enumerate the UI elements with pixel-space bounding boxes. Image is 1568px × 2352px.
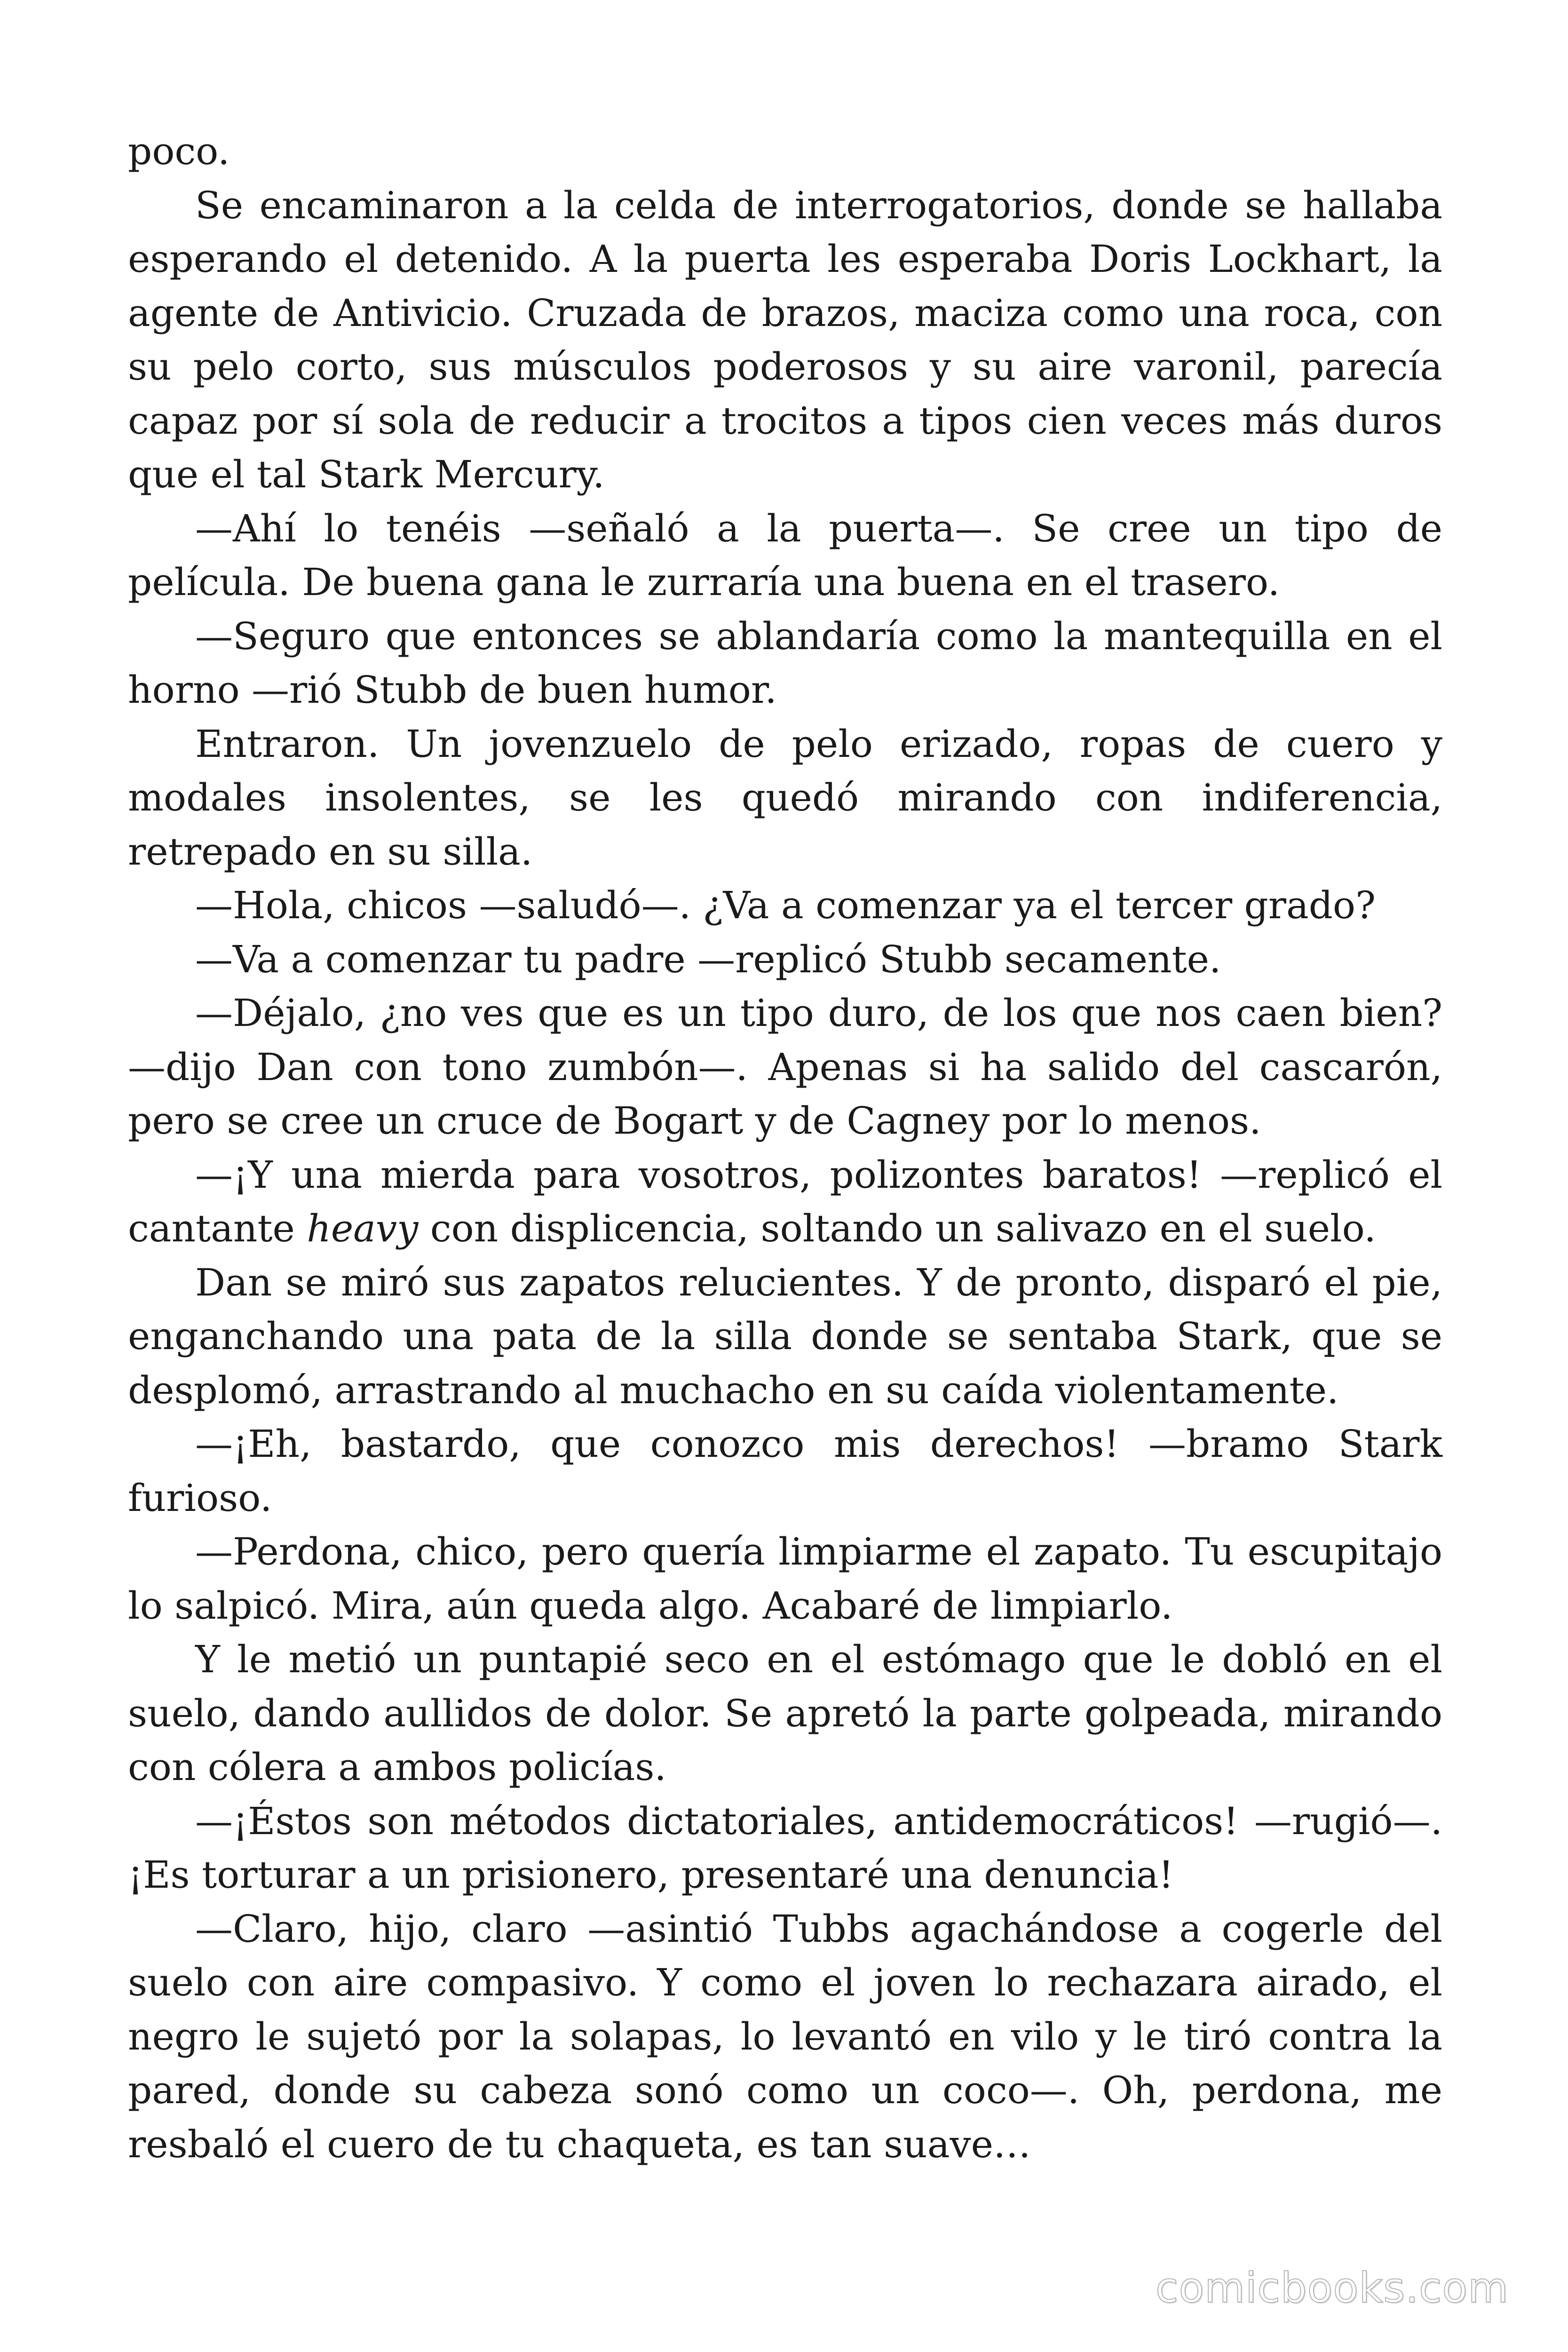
paragraph-6: —Hola, chicos —saludó—. ¿Va a comenzar ya el tercer grado? xyxy=(195,883,1376,927)
paragraph-9-text-before: —¡Y una mierda para vosotros, polizontes baratos! —replicó el cantante xyxy=(128,1152,1442,1250)
paragraph-8: —Déjalo, ¿no ves que es un tipo duro, de los que nos caen bien? —dijo Dan con tono zumbón—. Apenas si ha salido del cascarón, pero se cree un cruce de Bogart y de Cagney por lo menos. xyxy=(128,991,1442,1143)
paragraph-5: Entraron. Un jovenzuelo de pelo erizado, ropas de cuero y modales insolentes, se les quedó mirando con indiferencia, retrepado en su silla. xyxy=(128,722,1442,874)
paragraph-3: —Ahí lo tenéis —señaló a la puerta—. Se cree un tipo de película. De buena gana le zurraría una buena en el trasero. xyxy=(128,506,1442,604)
paragraph-2: Se encaminaron a la celda de interrogatorios, donde se hallaba esperando el detenido. A la puerta les esperaba Doris Lockhart, la agente de Antivicio. Cruzada de brazos, maciza como una roca, con su pelo corto, sus músculos poderosos y su aire varonil, parecía capaz por sí sola de reducir a trocitos a tipos cien veces más duros que el tal Stark Mercury. xyxy=(128,183,1442,496)
watermark-logo: comicbooks.com xyxy=(1155,2264,1509,2312)
paragraph-10: Dan se miró sus zapatos relucientes. Y de pronto, disparó el pie, enganchando una pata de la silla donde se sentaba Stark, que se desplomó, arrastrando al muchacho en su caída violentamente. xyxy=(128,1260,1442,1412)
paragraph-9-text-after: con displicencia, soltando un salivazo en el suelo. xyxy=(418,1207,1376,1250)
book-page-text xyxy=(128,125,1442,2171)
paragraph-7: —Va a comenzar tu padre —replicó Stubb secamente. xyxy=(195,937,1221,981)
paragraph-9-italic-word: heavy xyxy=(307,1207,419,1250)
paragraph-12: —Perdona, chico, pero quería limpiarme el zapato. Tu escupitajo lo salpicó. Mira, aún queda algo. Acabaré de limpiarlo. xyxy=(128,1530,1442,1628)
paragraph-13: Y le metió un puntapié seco en el estómago que le dobló en el suelo, dando aullidos de dolor. Se apretó la parte golpeada, mirando con cólera a ambos policías. xyxy=(128,1637,1442,1789)
paragraph-14: —¡Éstos son métodos dictatoriales, antidemocráticos! —rugió—. ¡Es torturar a un prisionero, presentaré una denuncia! xyxy=(128,1799,1442,1897)
paragraph-9 xyxy=(128,1148,1442,1256)
paragraph-4: —Seguro que entonces se ablandaría como la mantequilla en el horno —rió Stubb de buen humor. xyxy=(128,614,1442,712)
paragraph-1: poco. xyxy=(128,129,230,173)
paragraph-11: —¡Eh, bastardo, que conozco mis derechos! —bramo Stark furioso. xyxy=(128,1422,1442,1520)
paragraph-15: —Claro, hijo, claro —asintió Tubbs agachándose a cogerle del suelo con aire compasivo. Y como el joven lo rechazara airado, el negro le sujetó por la solapas, lo levantó en vilo y le tiró contra la pared, donde su cabeza sonó como un coco—. Oh, perdona, me resbaló el cuero de tu chaqueta, es tan suave… xyxy=(128,1907,1442,2166)
